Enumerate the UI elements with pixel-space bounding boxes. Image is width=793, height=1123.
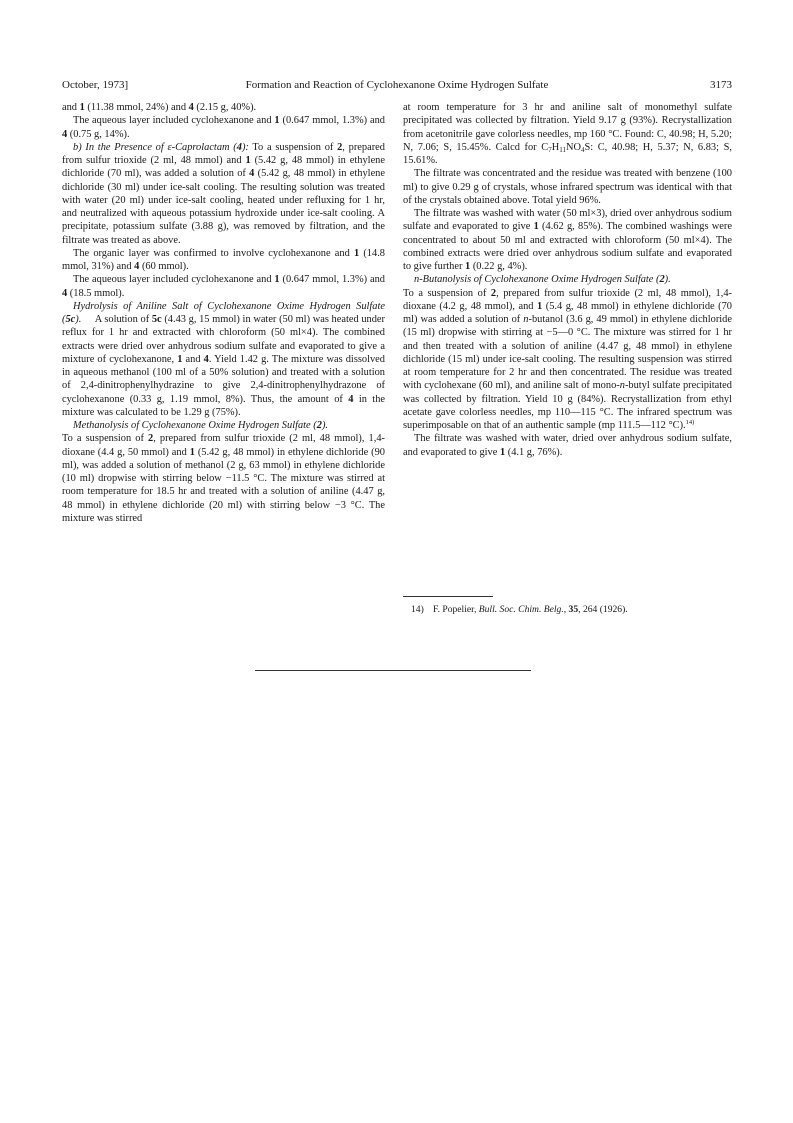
paragraph: b) In the Presence of ε-Caprolactam (4): To a suspension of 2, prepared from sulfur trioxide (2 ml, 48 mmol) and 1 (5.42 g, 48 mmol) in ethylene dichloride (70 ml), was added a solution of 4 (5.42 g, 48 mmol) in ethylene dichloride (30 ml) under ice-salt cooling. The resulting solution was treated with water (20 ml) under ice-salt cooling, heated under refluxing for 1 hr, and neutralized with aqueous potassium hydroxide under ice-salt cooling. A precipitate, potassium sulfate (3.88 g), was removed by filtration, and the filtrate was treated as above.	[62, 141, 385, 246]
running-header	[62, 78, 732, 92]
paragraph: The aqueous layer included cyclohexanone and 1 (0.647 mmol, 1.3%) and 4 (18.5 mmol).	[62, 274, 385, 299]
paragraph: The filtrate was washed with water (50 ml×3), dried over anhydrous sodium sulfate and evaporated to give 1 (4.62 g, 85%). The combined washings were concentrated to about 50 ml and extracted with chloroform (50 ml×4). The combined extracts were dried over anhydrous sodium sulfate and evaporated to give further 1 (0.22 g, 4%).	[403, 208, 732, 272]
end-of-article-rule	[255, 670, 531, 671]
section-heading: n-Butanolysis of Cyclohexanone Oxime Hydrogen Sulfate (2).	[414, 274, 671, 286]
paragraph: The filtrate was washed with water, dried over anhydrous sodium sulfate, and evaporated to give 1 (4.1 g, 76%).	[403, 433, 732, 458]
footnote-ref: 14)	[685, 419, 695, 426]
header-date: October, 1973]	[62, 79, 129, 91]
paragraph: The aqueous layer included cyclohexanone and 1 (0.647 mmol, 1.3%) and 4 (0.75 g, 14%).	[62, 115, 385, 140]
paragraph: To a suspension of 2, prepared from sulfur trioxide (2 ml, 48 mmol), 1,4-dioxane (4.2 g, 48 mmol), and 1 (5.4 g, 48 mmol) in ethylene dichloride (70 ml) was added a solution of n-butanol (3.6 g, 49 mmol) in ethylene dichloride (15 ml) dropwise with stirring at −5—0 °C. The mixture was stirred for 1 hr and then treated with a solution of aniline (4.47 g, 48 mmol) in ethylene dichloride (15 ml) under ice-salt cooling. The resulting suspension was stirred at room temperature for 2 hr and then concentrated. The residue was treated with cyclohexane (60 ml), and aniline salt of mono-n-butyl sulfate precipitated was collected by filtration. Yield 10 g (84%). Recrystallization from ethyl acetate gave colorless needles, mp 110—115 °C. The infrared spectrum was superimposable on that of an authentic sample (mp 111.5—112 °C).$^{14)}$	[403, 287, 733, 431]
page-number: 3173	[710, 79, 732, 91]
paragraph	[62, 419, 385, 432]
right-column	[403, 101, 732, 459]
paragraph: The organic layer was confirmed to involve cyclohexanone and 1 (14.8 mmol, 31%) and 4 (60 mmol).	[62, 247, 385, 272]
footnote-number: 14)	[411, 604, 424, 615]
paragraph: Hydrolysis of Aniline Salt of Cyclohexanone Oxime Hydrogen Sulfate (5c). A solution of 5c (4.43 g, 15 mmol) in water (50 ml) was heated under reflux for 1 hr and extracted with chloroform (50 ml×4). The combined extracts were dried over anhydrous sodium sulfate and evaporated to give a mixture of cyclohexanone, 1 and 4. Yield 1.42 g. The mixture was dissolved in aqueous methanol (100 ml of a 50% solution) and treated with a solution of 2,4-dinitrophenylhydrazine to give 2,4-dinitrophenylhydrazone of cyclohexanone (0.33 g, 1.19 mmol, 8%). Thus, the amount of 4 in the mixture was calculated to be 1.29 g (75%).	[62, 300, 385, 418]
left-column	[62, 101, 385, 525]
footnote-text: F. Popelier, Bull. Soc. Chim. Belg., 35, 264 (1926).	[433, 604, 628, 615]
footnote-divider	[403, 596, 493, 597]
paragraph: at room temperature for 3 hr and aniline salt of monomethyl sulfate precipitated was collected by filtration. Yield 9.17 g (93%). Recrystallization from acetonitrile gave colorless needles, mp 160 °C. Found: C, 40.98; H, 5.20; N, 7.06; S, 15.45%. Calcd for $C_7H_{11}NO_4S$: C, 40.98; H, 5.37; N, 6.83; S, 15.61%.	[403, 102, 732, 166]
section-heading: Hydrolysis of Aniline Salt of Cyclohexanone Oxime Hydrogen Sulfate (5c).	[62, 300, 385, 325]
paragraph: and 1 (11.38 mmol, 24%) and 4 (2.15 g, 40%).	[62, 102, 257, 113]
section-heading: Methanolysis of Cyclohexanone Oxime Hydrogen Sulfate (2).	[73, 420, 328, 431]
section-heading: b) In the Presence of ε-Caprolactam (4):	[73, 141, 249, 153]
paragraph	[403, 273, 732, 286]
footnote	[411, 604, 731, 616]
paragraph: The filtrate was concentrated and the residue was treated with benzene (100 ml) to give 0.29 g of crystals, whose infrared spectrum was identical with that of the crystals obtained above. Total yield 96%.	[403, 168, 732, 206]
header-title: Formation and Reaction of Cyclohexanone Oxime Hydrogen Sulfate	[245, 79, 549, 91]
paragraph: To a suspension of 2, prepared from sulfur trioxide (2 ml, 48 mmol), 1,4-dioxane (4.4 g, 50 mmol) and 1 (5.42 g, 48 mmol) in ethylene dichloride (90 ml), was added a solution of methanol (2 g, 63 mmol) in ethylene dichloride (10 ml) dropwise with stirring below −11.5 °C. The mixture was stirred at room temperature for 18.5 hr and treated with a solution of aniline (4.47 g, 48 mmol) in ethylene dichloride (20 ml) with stirring below −3 °C. The mixture was stirred	[62, 433, 385, 524]
